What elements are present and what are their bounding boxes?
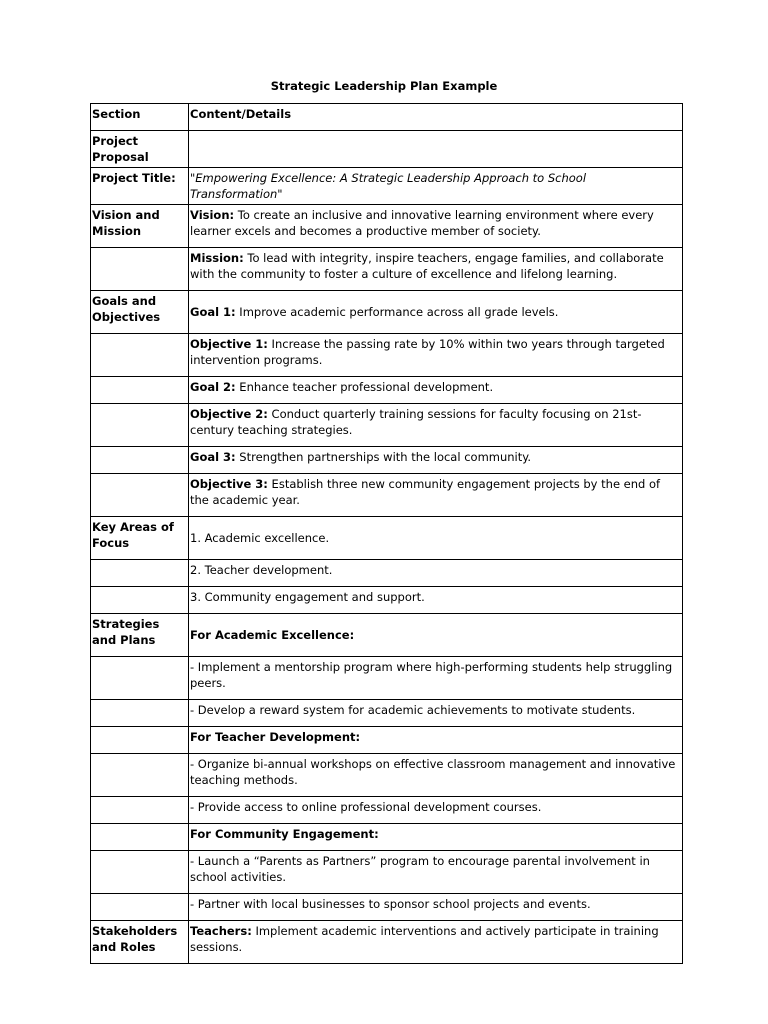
section-cell [91,894,189,921]
section-cell [91,474,189,517]
section-cell [91,824,189,851]
content-cell: - Launch a “Parents as Partners” program to encourage parental involvement in school activities. [189,851,683,894]
section-cell [91,797,189,824]
content-cell: 2. Teacher development. [189,560,683,587]
content-label: Goal 2: [190,380,236,394]
content-label: Objective 3: [190,477,268,491]
content-cell: - Develop a reward system for academic achievements to motivate students. [189,700,683,727]
content-cell: - Partner with local businesses to sponsor school projects and events. [189,894,683,921]
section-cell [91,447,189,474]
table-row [91,700,683,727]
content-label: Objective 2: [190,407,268,421]
content-cell [189,921,683,964]
content-text: Enhance teacher professional development. [235,380,494,394]
table-row [91,404,683,447]
section-cell [91,754,189,797]
table-row [91,657,683,700]
content-cell: - Implement a mentorship program where high-performing students help struggling peers. [189,657,683,700]
content-cell: 1. Academic excellence. [189,517,683,560]
content-label: Goal 1: [190,305,236,319]
table-row [91,248,683,291]
content-label: Teachers: [190,924,252,938]
content-cell [189,205,683,248]
content-text: Establish three new community engagement projects by the end of the academic year. [190,477,661,507]
section-cell: Stakeholders and Roles [91,921,189,964]
content-cell: - Provide access to online professional development courses. [189,797,683,824]
table-row [91,474,683,517]
header-section: Section [91,104,189,131]
content-cell [189,131,683,168]
section-cell [91,587,189,614]
content-label: Mission: [190,251,244,265]
section-cell: Goals and Objectives [91,291,189,334]
table-row [91,824,683,851]
table-row [91,291,683,334]
content-cell: For Academic Excellence: [189,614,683,657]
section-cell [91,727,189,754]
content-cell: For Teacher Development: [189,727,683,754]
content-cell [189,377,683,404]
section-cell [91,560,189,587]
content-text: Increase the passing rate by 10% within two years through targeted intervention programs. [190,337,665,367]
table-row [91,334,683,377]
table-row [91,560,683,587]
table-row [91,754,683,797]
table-row [91,894,683,921]
content-cell [189,474,683,517]
section-cell [91,404,189,447]
section-cell [91,851,189,894]
content-cell: For Community Engagement: [189,824,683,851]
content-cell [189,291,683,334]
table-row [91,797,683,824]
content-cell: "Empowering Excellence: A Strategic Leadership Approach to School Transformation" [189,168,683,205]
section-cell: Project Title: [91,168,189,205]
table-row [91,517,683,560]
content-label: Objective 1: [190,337,268,351]
table-row [91,587,683,614]
table-row [91,447,683,474]
table-row [91,168,683,205]
section-cell [91,377,189,404]
table-row [91,727,683,754]
section-cell [91,248,189,291]
table-row [91,921,683,964]
table-row [91,614,683,657]
content-text: To create an inclusive and innovative learning environment where every learner excels and becomes a productive member of society. [190,208,654,238]
content-text: Strengthen partnerships with the local community. [235,450,532,464]
content-text: Implement academic interventions and actively participate in training sessions. [190,924,659,954]
content-text: Conduct quarterly training sessions for faculty focusing on 21st-century teaching strategies. [190,407,642,437]
table-row [91,131,683,168]
content-cell: 3. Community engagement and support. [189,587,683,614]
section-cell: Strategies and Plans [91,614,189,657]
section-cell: Project Proposal [91,131,189,168]
section-cell: Key Areas of Focus [91,517,189,560]
content-cell [189,334,683,377]
content-cell [189,447,683,474]
section-cell [91,700,189,727]
content-label: Vision: [190,208,235,222]
content-cell [189,248,683,291]
content-text: Improve academic performance across all grade levels. [235,305,559,319]
table-row [91,851,683,894]
table-row [91,205,683,248]
strategic-plan-table [90,103,683,964]
content-label: Goal 3: [190,450,236,464]
header-content-details: Content/Details [189,104,683,131]
section-cell [91,334,189,377]
content-cell: - Organize bi-annual workshops on effective classroom management and innovative teaching methods. [189,754,683,797]
content-text: To lead with integrity, inspire teachers, engage families, and collaborate with the community to foster a culture of excellence and lifelong learning. [190,251,664,281]
section-cell [91,657,189,700]
content-cell [189,404,683,447]
document-title: Strategic Leadership Plan Example [270,79,498,93]
table-row [91,377,683,404]
section-cell: Vision and Mission [91,205,189,248]
table-header-row [91,104,683,131]
